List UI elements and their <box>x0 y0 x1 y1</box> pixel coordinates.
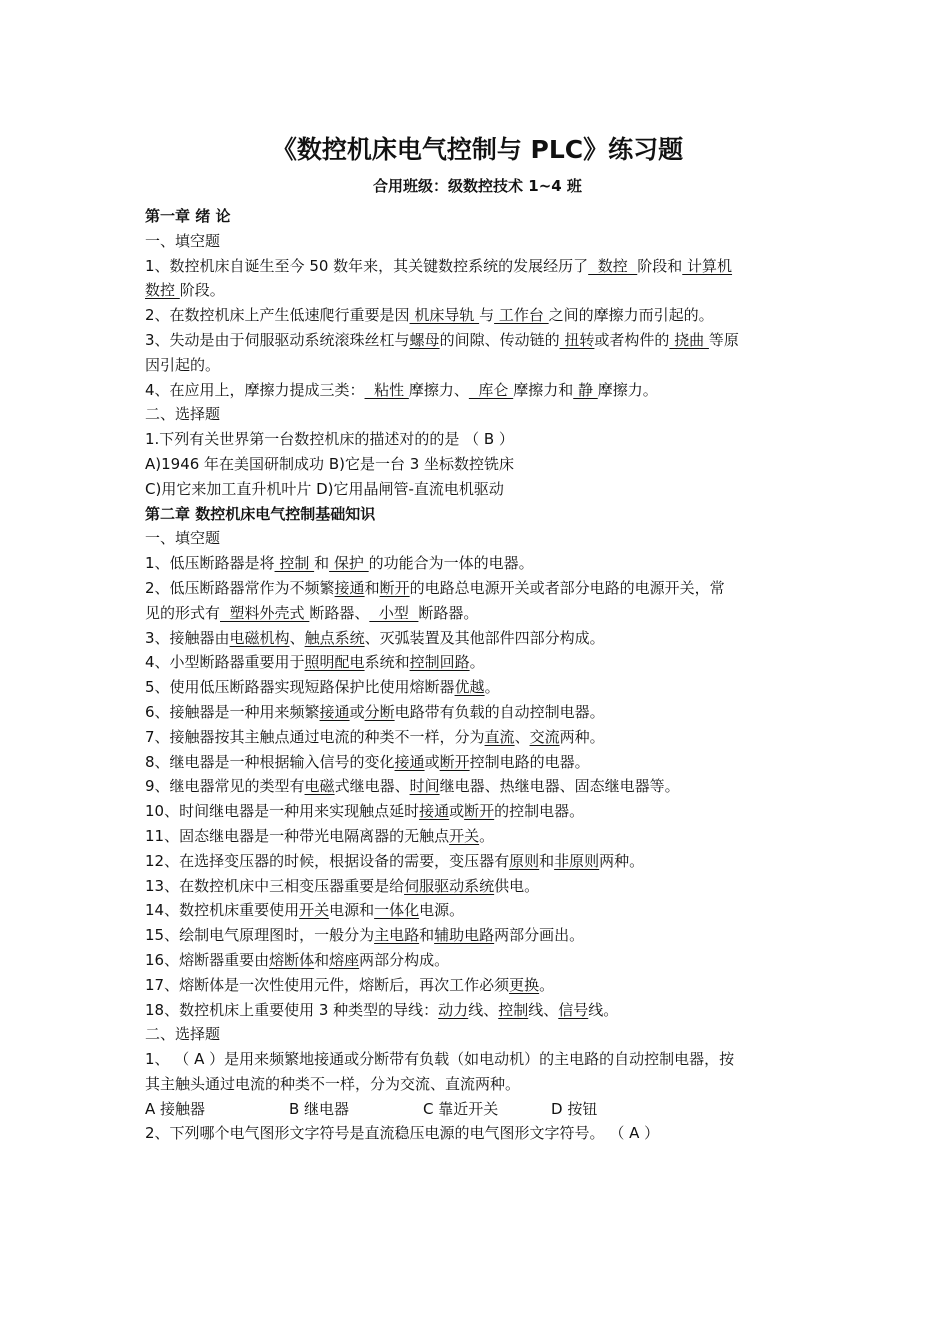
ch1-choice-heading: 二、选择题 <box>145 405 221 424</box>
ch2-question-13: 13、在数控机床中三相变压器重要是给伺服驱动系统供电。 <box>145 876 540 895</box>
option-b: B 继电器 <box>289 1099 350 1118</box>
answer-blank: 断开 <box>464 802 495 821</box>
ch2-question-7: 7、接触器按其主触点通过电流的种类不一样，分为直流、交流两种。 <box>145 727 605 746</box>
option-a: A 接触器 <box>145 1099 206 1118</box>
document-page <box>145 130 810 1146</box>
ch2-question-10: 10、时间继电器是一种用来实现触点延时接通或断开的控制电器。 <box>145 802 585 821</box>
document-subtitle: 合用班级：级数控技术 1~4 班 <box>373 177 582 195</box>
answer-blank: 分断 <box>364 702 395 721</box>
answer-blank: 非原则 <box>554 851 600 870</box>
ch1-question-1: 1、数控机床自诞生至今 50 数年来，其关键数控系统的发展经历了 数控 阶段和 计算机 <box>145 256 733 275</box>
answer-blank: 计算机 <box>682 256 733 275</box>
answer-blank: 开关 <box>449 826 480 845</box>
answer-blank: 断开 <box>439 752 470 771</box>
ch1-choice-1-options-cd: C)用它来加工直升机叶片 D)它用晶闸管-直流电机驱动 <box>145 479 504 498</box>
ch2-question-14: 14、数控机床重要使用开关电源和一体化电源。 <box>145 901 465 920</box>
ch2-choice-1-options <box>145 1097 810 1122</box>
answer-blank: 小型 <box>369 603 419 622</box>
ch2-question-6: 6、接触器是一种用来频繁接通或分断电路带有负载的自动控制电器。 <box>145 702 605 721</box>
answer-blank: 库仑 <box>468 380 514 399</box>
ch2-question-3: 3、接触器由电磁机构、触点系统、灭弧装置及其他部件四部分构成。 <box>145 628 605 647</box>
ch2-question-1: 1、低压断路器是将 控制 和 保护 的功能合为一体的电器。 <box>145 554 534 573</box>
answer-blank: 螺母 <box>409 330 440 349</box>
document-title: 《数控机床电气控制与 PLC》练习题 <box>271 135 684 164</box>
answer-blank: 粘性 <box>364 380 409 399</box>
answer-blank: 一体化 <box>374 901 420 920</box>
answer-blank: 伺服驱动系统 <box>404 876 495 895</box>
answer-blank: 保护 <box>329 554 369 573</box>
chapter-1-heading: 第一章 绪 论 <box>145 207 231 225</box>
ch2-question-2: 2、低压断路器常作为不频繁接通和断开的电路总电源开关或者部分电路的电源开关，常 <box>145 578 725 597</box>
answer-blank: 主电路 <box>374 926 420 945</box>
ch1-question-1-cont: 数控 阶段。 <box>145 281 225 300</box>
ch2-fill-heading: 一、填空题 <box>145 529 221 548</box>
ch2-question-11: 11、固态继电器是一种带光电隔离器的无触点开关。 <box>145 826 495 845</box>
answer-blank: 信号 <box>558 1000 589 1019</box>
ch2-question-8: 8、继电器是一种根据输入信号的变化接通或断开控制电路的电器。 <box>145 752 590 771</box>
answer-blank: 数控 <box>588 256 638 275</box>
ch1-fill-heading: 一、填空题 <box>145 231 221 250</box>
answer-blank: 塑料外壳式 <box>220 603 310 622</box>
ch2-question-5: 5、使用低压断路器实现短路保护比使用熔断器优越。 <box>145 678 500 697</box>
ch1-question-4: 4、在应用上，摩擦力提成三类： 粘性 摩擦力、 库仑 摩擦力和 静 摩擦力。 <box>145 380 658 399</box>
answer-blank: 接通 <box>334 578 365 597</box>
ch1-question-3: 3、失动是由于伺服驱动系统滚珠丝杠与螺母的间隙、传动链的 扭转或者构件的 挠曲 等原 <box>145 330 739 349</box>
answer-blank: 机床导轨 <box>409 306 480 325</box>
ch2-question-2-cont: 见的形式有 塑料外壳式 断路器、 小型 断路器。 <box>145 603 479 622</box>
ch2-question-15: 15、绘制电气原理图时，一般分为主电路和辅助电路两部分画出。 <box>145 926 585 945</box>
ch2-question-16: 16、熔断器重要由熔断体和熔座两部分构成。 <box>145 950 450 969</box>
answer-blank: 触点系统 <box>304 628 365 647</box>
answer-blank: 优越 <box>454 678 485 697</box>
answer-blank: 辅助电路 <box>434 926 495 945</box>
answer-blank: 工作台 <box>494 306 549 325</box>
answer-blank: 静 <box>573 380 598 399</box>
ch2-question-18: 18、数控机床上重要使用 3 种类型的导线：动力线、控制线、信号线。 <box>145 1000 619 1019</box>
option-d: D 按钮 <box>551 1099 598 1118</box>
answer-blank: 接通 <box>319 702 350 721</box>
ch2-question-17: 17、熔断体是一次性使用元件，熔断后，再次工作必须更换。 <box>145 975 555 994</box>
answer-blank: 挠曲 <box>669 330 709 349</box>
chapter-2-heading: 第二章 数控机床电气控制基础知识 <box>145 504 376 523</box>
ch2-choice-1-cont: 其主触头通过电流的种类不一样，分为交流、直流两种。 <box>145 1074 521 1093</box>
answer-blank: 熔座 <box>329 950 360 969</box>
answer-blank: 电磁机构 <box>229 628 290 647</box>
ch1-question-2: 2、在数控机床上产生低速爬行重要是因 机床导轨 与 工作台 之间的摩擦力而引起的。 <box>145 306 714 325</box>
answer-blank: 开关 <box>299 901 330 920</box>
answer-blank: 交流 <box>529 727 560 746</box>
answer-blank: 控制 <box>498 1000 529 1019</box>
ch1-question-3-cont: 因引起的。 <box>145 355 221 374</box>
ch2-question-4: 4、小型断路器重要用于照明配电系统和控制回路。 <box>145 653 485 672</box>
answer-blank: 更换 <box>509 975 540 994</box>
answer-blank: 电磁 <box>304 777 335 796</box>
ch2-question-12: 12、在选择变压器的时候，根据设备的需要，变压器有原则和非原则两种。 <box>145 851 645 870</box>
option-c: C 靠近开关 <box>423 1099 499 1118</box>
answer-blank: 照明配电 <box>304 653 365 672</box>
answer-blank: 原则 <box>509 851 540 870</box>
answer-blank: 控制回路 <box>409 653 470 672</box>
answer-blank: 控制 <box>274 554 315 573</box>
answer-blank: 接通 <box>419 802 450 821</box>
answer-blank: 时间 <box>409 777 440 796</box>
answer-blank: 数控 <box>145 281 180 300</box>
ch1-choice-1-options-ab: A)1946 年在美国研制成功 B)它是一台 3 坐标数控铣床 <box>145 454 515 473</box>
answer-blank: 熔断体 <box>269 950 315 969</box>
answer-blank: 扭转 <box>559 330 595 349</box>
ch2-choice-heading: 二、选择题 <box>145 1025 221 1044</box>
answer-blank: 动力 <box>438 1000 469 1019</box>
answer-blank: 接通 <box>394 752 425 771</box>
ch2-choice-1: 1、 （ A ）是用来频繁地接通或分断带有负载（如电动机）的主电路的自动控制电器，按 <box>145 1050 735 1069</box>
ch2-question-9: 9、继电器常见的类型有电磁式继电器、时间继电器、热继电器、固态继电器等。 <box>145 777 680 796</box>
answer-blank: 断开 <box>379 578 410 597</box>
answer-blank: 直流 <box>484 727 515 746</box>
ch1-choice-1: 1.下列有关世界第一台数控机床的描述对的的是 （ B ） <box>145 430 514 449</box>
ch2-choice-2: 2、下列哪个电气图形文字符号是直流稳压电源的电气图形文字符号。 （ A ） <box>145 1124 660 1143</box>
